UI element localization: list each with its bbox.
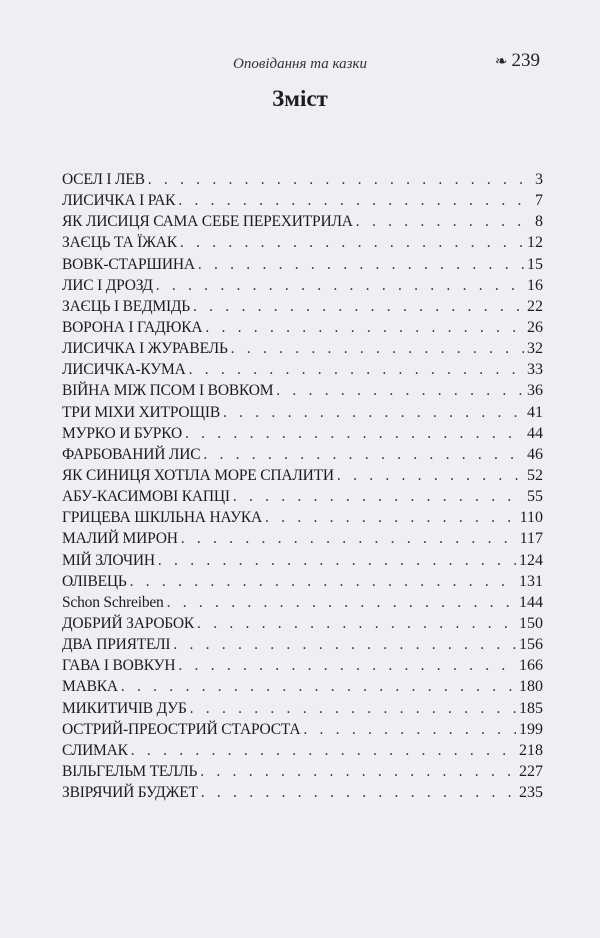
- dot-leader: [156, 277, 524, 295]
- page-title: Зміст: [272, 86, 328, 111]
- toc-entry-page: 131: [519, 572, 543, 590]
- dot-leader: [337, 467, 524, 485]
- toc-entry[interactable]: [62, 192, 543, 213]
- toc-entry[interactable]: [62, 425, 543, 446]
- dot-leader: [121, 678, 516, 696]
- toc-entry[interactable]: [62, 615, 543, 636]
- dot-leader: [178, 657, 516, 675]
- toc-entry[interactable]: [62, 340, 543, 361]
- toc-entry-title: ЛИСИЧКА І ЖУРАВЕЛЬ: [62, 340, 228, 358]
- toc-entry[interactable]: [62, 319, 543, 340]
- toc-entry-title: МАВКА: [62, 678, 118, 696]
- toc-entry[interactable]: [62, 361, 543, 382]
- toc-entry[interactable]: [62, 636, 543, 657]
- toc-entry[interactable]: [62, 509, 543, 530]
- toc-entry-title: МАЛИЙ МИРОН: [62, 530, 178, 548]
- toc-entry-page: 166: [519, 657, 543, 675]
- toc-entry[interactable]: [62, 763, 543, 784]
- dot-leader: [303, 721, 516, 739]
- toc-entry[interactable]: [62, 784, 543, 805]
- toc-entry-page: 12: [527, 234, 543, 252]
- toc-entry[interactable]: [62, 446, 543, 467]
- dot-leader: [200, 763, 516, 781]
- toc-entry[interactable]: [62, 594, 543, 615]
- toc-entry[interactable]: [62, 678, 543, 699]
- toc-entry-title: ЛИСИЧКА-КУМА: [62, 361, 186, 379]
- toc-entry-title: ГАВА І ВОВКУН: [62, 657, 176, 675]
- dot-leader: [203, 446, 524, 464]
- dot-leader: [181, 530, 517, 548]
- toc-entry-page: 41: [527, 403, 543, 421]
- toc-entry-title: ВІЙНА МІЖ ПСОМ І ВОВКОМ: [62, 382, 274, 400]
- toc-entry-page: 36: [527, 382, 543, 400]
- toc-entry-page: 227: [519, 762, 543, 780]
- toc-entry[interactable]: [62, 552, 543, 573]
- toc-entry-title: ЗАЄЦЬ І ВЕДМІДЬ: [62, 297, 190, 315]
- toc-entry-page: 124: [519, 551, 543, 569]
- toc-entry-page: 110: [519, 509, 543, 527]
- toc-entry[interactable]: [62, 488, 543, 509]
- toc-entry-page: 150: [519, 614, 543, 632]
- dot-leader: [178, 192, 532, 210]
- toc-entry-title: ВОРОНА І ГАДЮКА: [62, 318, 203, 336]
- toc-entry-title: ЯК СИНИЦЯ ХОТІЛА МОРЕ СПАЛИТИ: [62, 466, 334, 484]
- toc-entry-title: ЗВІРЯЧИЙ БУДЖЕТ: [62, 784, 198, 802]
- toc-entry-page: 117: [519, 530, 543, 548]
- toc-entry[interactable]: [62, 657, 543, 678]
- toc-entry-page: 44: [527, 424, 543, 442]
- dot-leader: [180, 234, 524, 252]
- toc-entry-page: 8: [535, 213, 543, 231]
- toc-entry-page: 22: [527, 297, 543, 315]
- toc-entry-page: 185: [519, 699, 543, 717]
- toc-entry-title: ЛИС І ДРОЗД: [62, 276, 153, 294]
- toc-entry[interactable]: [62, 530, 543, 551]
- toc-entry[interactable]: [62, 256, 543, 277]
- toc-entry-title: Schon Schreiben: [62, 593, 164, 611]
- dot-leader: [197, 615, 516, 633]
- toc-entry-page: 3: [535, 171, 543, 188]
- toc-entry-page: 15: [527, 255, 543, 273]
- dot-leader: [148, 171, 532, 189]
- toc-entry[interactable]: [62, 573, 543, 594]
- dot-leader: [231, 340, 524, 358]
- toc-entry-page: 199: [519, 720, 543, 738]
- toc-entry-title: ЯК ЛИСИЦЯ САМА СЕБЕ ПЕРЕХИТРИЛА: [62, 213, 353, 231]
- toc-entry-page: 46: [527, 445, 543, 463]
- dot-leader: [276, 382, 524, 400]
- toc-entry[interactable]: [62, 234, 543, 255]
- toc-entry-title: ДОБРИЙ ЗАРОБОК: [62, 614, 195, 632]
- dot-leader: [205, 319, 524, 337]
- toc-entry-title: ГРИЦЕВА ШКІЛЬНА НАУКА: [62, 509, 263, 527]
- dot-leader: [189, 361, 524, 379]
- toc-entry[interactable]: [62, 298, 543, 319]
- dot-leader: [173, 636, 516, 654]
- toc-entry-page: 180: [519, 678, 543, 696]
- toc-entry-page: 16: [527, 276, 543, 294]
- page-number: 239: [511, 50, 540, 71]
- toc-entry-page: 156: [519, 636, 543, 654]
- toc-entry[interactable]: [62, 213, 543, 234]
- table-of-contents: [62, 171, 543, 805]
- dot-leader: [223, 404, 524, 422]
- toc-entry-title: ЛИСИЧКА І РАК: [62, 192, 176, 210]
- toc-entry[interactable]: [62, 382, 543, 403]
- toc-entry-title: МУРКО И БУРКО: [62, 424, 182, 442]
- toc-entry-page: 33: [527, 361, 543, 379]
- toc-entry-title: СЛИМАК: [62, 741, 128, 759]
- toc-entry-page: 218: [519, 741, 543, 759]
- toc-entry[interactable]: [62, 467, 543, 488]
- dot-leader: [233, 488, 524, 506]
- toc-entry-page: 235: [519, 784, 543, 802]
- dot-leader: [201, 784, 516, 802]
- toc-entry-title: ОЛІВЕЦЬ: [62, 572, 127, 590]
- fleuron-icon: ❧: [494, 53, 508, 70]
- toc-entry[interactable]: [62, 404, 543, 425]
- toc-entry[interactable]: [62, 171, 543, 192]
- dot-leader: [356, 213, 532, 231]
- toc-entry-title: ВОВК-СТАРШИНА: [62, 255, 195, 273]
- dot-leader: [185, 425, 524, 443]
- toc-entry-title: ВІЛЬГЕЛЬМ ТЕЛЛЬ: [62, 762, 198, 780]
- running-header: Оповідання та казки: [233, 56, 367, 72]
- toc-entry-title: ОСЕЛ І ЛЕВ: [62, 171, 145, 188]
- toc-entry-title: МИКИТИЧІВ ДУБ: [62, 699, 187, 717]
- toc-entry-title: ЗАЄЦЬ ТА ЇЖАК: [62, 234, 177, 252]
- dot-leader: [193, 298, 524, 316]
- dot-leader: [167, 594, 516, 612]
- toc-entry-page: 32: [527, 340, 543, 358]
- toc-entry-title: ДВА ПРИЯТЕЛІ: [62, 636, 171, 654]
- dot-leader: [158, 552, 516, 570]
- dot-leader: [198, 256, 524, 274]
- toc-entry[interactable]: [62, 700, 543, 721]
- toc-entry-page: 26: [527, 318, 543, 336]
- toc-entry[interactable]: [62, 721, 543, 742]
- toc-entry-page: 144: [519, 593, 543, 611]
- toc-entry-page: 7: [535, 192, 543, 210]
- toc-entry[interactable]: [62, 277, 543, 298]
- dot-leader: [130, 573, 516, 591]
- dot-leader: [265, 509, 517, 527]
- toc-entry-title: ОСТРИЙ-ПРЕОСТРИЙ СТАРОСТА: [62, 720, 301, 738]
- toc-entry-title: ФАРБОВАНИЙ ЛИС: [62, 445, 201, 463]
- page-number-block: [495, 50, 540, 72]
- toc-entry[interactable]: [62, 742, 543, 763]
- dot-leader: [131, 742, 516, 760]
- toc-entry-title: ТРИ МІХИ ХИТРОЩІВ: [62, 403, 220, 421]
- toc-entry-title: АБУ-КАСИМОВІ КАПЦІ: [62, 488, 230, 506]
- toc-entry-page: 55: [527, 488, 543, 506]
- toc-entry-page: 52: [527, 466, 543, 484]
- dot-leader: [190, 700, 516, 718]
- toc-entry-title: МІЙ ЗЛОЧИН: [62, 551, 155, 569]
